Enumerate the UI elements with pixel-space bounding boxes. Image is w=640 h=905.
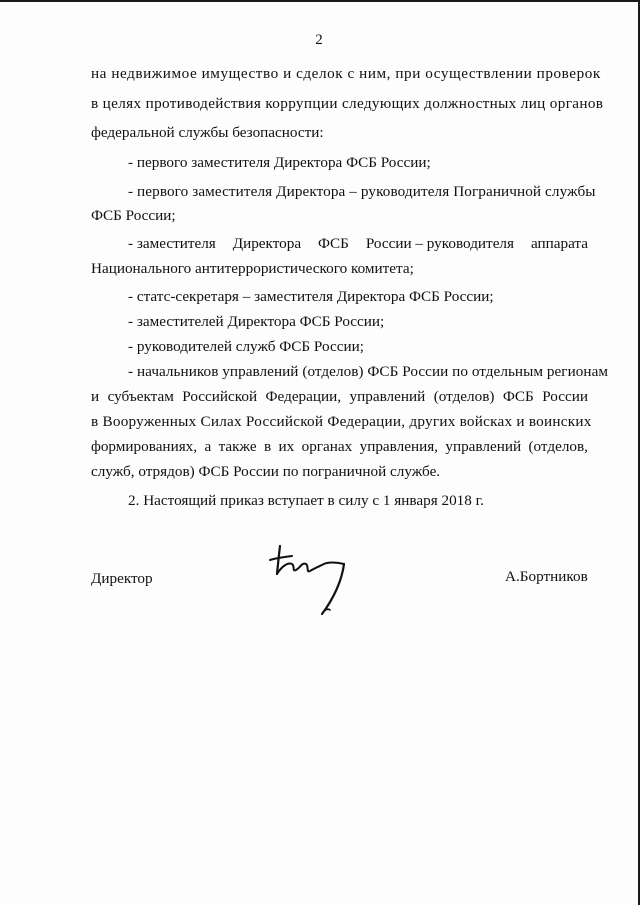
word: также [218,438,257,455]
signatory-title: Директор [91,570,153,587]
page-number: 2 [315,32,323,48]
word: (отделов) [433,388,495,405]
text-line: на недвижимое имущество и сделок с ним, при осуществлении проверок [91,65,601,82]
list-item-department-heads-line-4 [91,438,588,456]
word: формированиях, [91,438,198,455]
paragraph-intro-line-3: федеральной службы безопасности: [91,124,324,141]
handwritten-signature-icon [262,540,372,620]
word: управлений [349,388,426,405]
list-item-deputies: - заместителей Директора ФСБ России; [128,313,385,330]
word: их [278,438,295,455]
list-item-state-secretary: - статс-секретаря – заместителя Директора ФСБ России; [128,288,494,305]
word: субъектам [107,388,174,405]
word: а [204,438,212,455]
word: ФСБ [318,235,349,252]
list-item-service-heads: - руководителей служб ФСБ России; [128,338,364,355]
word: России [542,388,588,405]
word: управления, [359,438,438,455]
paragraph-intro-line-2: в целях противодействия коррупции следующих должностных лиц органов [91,95,604,112]
word: аппарата [530,235,588,252]
word: Федерации, [265,388,342,405]
word: России – руководителя [365,235,515,252]
word: в [263,438,272,455]
list-item-department-heads-line-3: в Вооруженных Силах Российской Федерации, других войсках и воинских [91,413,592,430]
list-item-department-heads-line-5: служб, отрядов) ФСБ России по пограничной службе. [91,463,441,480]
signatory-name: А.Бортников [505,568,588,585]
word: ФСБ [502,388,534,405]
word: Российской [182,388,258,405]
list-item-border-service-line-1: - первого заместителя Директора – руководителя Пограничной службы [128,183,596,200]
list-item-first-deputy: - первого заместителя Директора ФСБ России; [128,154,431,171]
word: и [91,388,100,405]
paragraph-intro-line-1 [91,65,601,83]
word: - заместителя [128,235,216,252]
word: (отделов, [528,438,588,455]
list-item-department-heads-line-1: - начальников управлений (отделов) ФСБ России по отдельным регионам [128,363,609,380]
word: органах [301,438,353,455]
clause-2-effective-date: 2. Настоящий приказ вступает в силу с 1 января 2018 г. [128,492,484,509]
list-item-department-heads-line-2 [91,388,588,406]
list-item-deputy-nak-line-2: Национального антитеррористического комитета; [91,260,414,277]
list-item-border-service-line-2: ФСБ России; [91,207,176,224]
word: Директора [232,235,302,252]
word: управлений [445,438,522,455]
list-item-deputy-nak-line-1 [128,235,588,253]
